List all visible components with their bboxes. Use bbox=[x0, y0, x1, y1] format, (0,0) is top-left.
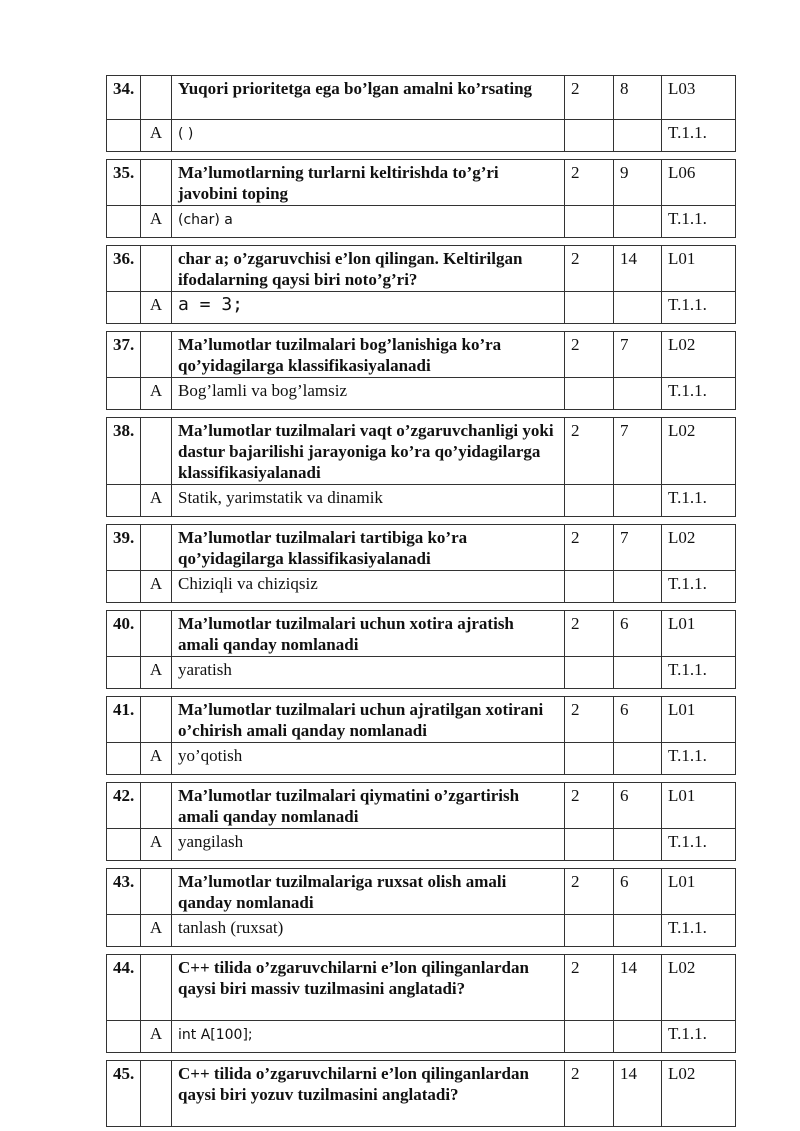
difficulty-value: 14 bbox=[614, 955, 662, 1021]
row-spacer-cell bbox=[107, 1053, 736, 1061]
answer-row bbox=[107, 120, 736, 152]
answer-variant-label: A bbox=[149, 746, 163, 765]
answer-variant bbox=[141, 120, 172, 152]
row-spacer-cell bbox=[107, 324, 736, 332]
question-text: Ma’lumotlar tuzilmalari qiymatini o’zgartirish amali qanday nomlanadi bbox=[172, 783, 565, 829]
answer-variant bbox=[141, 1021, 172, 1053]
question-code: L01 bbox=[662, 246, 736, 292]
answer-variant-label: A bbox=[149, 1024, 163, 1043]
question-row bbox=[107, 525, 736, 571]
answer-variant bbox=[141, 485, 172, 517]
question-text: Ma’lumotlar tuzilmalari uchun xotira ajratish amali qanday nomlanadi bbox=[172, 611, 565, 657]
question-row bbox=[107, 418, 736, 485]
question-text: char a; o’zgaruvchisi e’lon qilingan. Keltirilgan ifodalarning qaysi biri noto’g’ri? bbox=[172, 246, 565, 292]
question-row bbox=[107, 1061, 736, 1127]
question-code: L01 bbox=[662, 611, 736, 657]
row-spacer bbox=[107, 517, 736, 525]
answer-difficulty-empty bbox=[614, 1021, 662, 1053]
question-row bbox=[107, 332, 736, 378]
answer-code-label: T.1.1. bbox=[668, 918, 707, 937]
answer-code-label: T.1.1. bbox=[668, 381, 707, 400]
answer-text bbox=[172, 378, 565, 410]
question-code: L02 bbox=[662, 955, 736, 1021]
answer-difficulty-empty bbox=[614, 743, 662, 775]
question-row bbox=[107, 76, 736, 120]
variant-cell-empty bbox=[141, 525, 172, 571]
answer-difficulty-empty bbox=[614, 915, 662, 947]
answer-code-label: T.1.1. bbox=[668, 488, 707, 507]
answer-number-empty bbox=[107, 485, 141, 517]
difficulty-value: 6 bbox=[614, 611, 662, 657]
variant-cell-empty bbox=[141, 76, 172, 120]
question-number: 41. bbox=[107, 697, 141, 743]
answer-code-label: T.1.1. bbox=[668, 574, 707, 593]
question-code: L01 bbox=[662, 783, 736, 829]
answer-variant-label: A bbox=[149, 123, 163, 142]
answer-score-empty bbox=[565, 571, 614, 603]
answer-variant-label: A bbox=[149, 574, 163, 593]
score-value: 2 bbox=[565, 246, 614, 292]
difficulty-value: 8 bbox=[614, 76, 662, 120]
variant-cell-empty bbox=[141, 246, 172, 292]
answer-number-empty bbox=[107, 1021, 141, 1053]
score-value: 2 bbox=[565, 869, 614, 915]
answer-number-empty bbox=[107, 829, 141, 861]
answer-number-empty bbox=[107, 743, 141, 775]
row-spacer bbox=[107, 1053, 736, 1061]
answer-code-label: T.1.1. bbox=[668, 660, 707, 679]
question-code: L06 bbox=[662, 160, 736, 206]
answer-code bbox=[662, 485, 736, 517]
answer-text bbox=[172, 206, 565, 238]
answer-number-empty bbox=[107, 915, 141, 947]
question-number: 35. bbox=[107, 160, 141, 206]
answer-text-label: a = 3; bbox=[178, 294, 244, 315]
answer-variant bbox=[141, 829, 172, 861]
answer-row bbox=[107, 292, 736, 324]
question-number: 44. bbox=[107, 955, 141, 1021]
question-row bbox=[107, 955, 736, 1021]
answer-variant bbox=[141, 743, 172, 775]
question-number: 43. bbox=[107, 869, 141, 915]
row-spacer bbox=[107, 861, 736, 869]
question-row bbox=[107, 160, 736, 206]
score-value: 2 bbox=[565, 955, 614, 1021]
answer-text bbox=[172, 571, 565, 603]
answer-code bbox=[662, 571, 736, 603]
row-spacer bbox=[107, 775, 736, 783]
question-number: 37. bbox=[107, 332, 141, 378]
answer-variant-label: A bbox=[149, 295, 163, 314]
answer-number-empty bbox=[107, 657, 141, 689]
answer-code bbox=[662, 1021, 736, 1053]
answer-row bbox=[107, 571, 736, 603]
row-spacer-cell bbox=[107, 517, 736, 525]
answer-variant bbox=[141, 571, 172, 603]
score-value: 2 bbox=[565, 1061, 614, 1127]
row-spacer-cell bbox=[107, 947, 736, 955]
difficulty-value: 9 bbox=[614, 160, 662, 206]
answer-text-label: ( ) bbox=[178, 126, 194, 142]
row-spacer bbox=[107, 324, 736, 332]
answer-score-empty bbox=[565, 206, 614, 238]
answer-text-label: yangilash bbox=[178, 832, 244, 851]
answer-code bbox=[662, 206, 736, 238]
row-spacer-cell bbox=[107, 603, 736, 611]
questions-table-body bbox=[107, 76, 736, 1127]
answer-row bbox=[107, 1021, 736, 1053]
answer-text bbox=[172, 1021, 565, 1053]
answer-number-empty bbox=[107, 378, 141, 410]
variant-cell-empty bbox=[141, 1061, 172, 1127]
answer-code bbox=[662, 657, 736, 689]
question-text: Ma’lumotlar tuzilmalariga ruxsat olish amali qanday nomlanadi bbox=[172, 869, 565, 915]
question-number: 36. bbox=[107, 246, 141, 292]
row-spacer bbox=[107, 947, 736, 955]
question-text: Ma’lumotlarning turlarni keltirishda to’g’ri javobini toping bbox=[172, 160, 565, 206]
variant-cell-empty bbox=[141, 332, 172, 378]
row-spacer-cell bbox=[107, 775, 736, 783]
answer-variant-label: A bbox=[149, 209, 163, 228]
row-spacer-cell bbox=[107, 152, 736, 160]
difficulty-value: 7 bbox=[614, 525, 662, 571]
question-text: Ma’lumotlar tuzilmalari bog’lanishiga ko’ra qo’yidagilarga klassifikasiyalanadi bbox=[172, 332, 565, 378]
answer-text-label: yo’qotish bbox=[178, 746, 243, 765]
row-spacer bbox=[107, 238, 736, 246]
variant-cell-empty bbox=[141, 955, 172, 1021]
row-spacer-cell bbox=[107, 861, 736, 869]
answer-code bbox=[662, 915, 736, 947]
question-number: 39. bbox=[107, 525, 141, 571]
question-row bbox=[107, 611, 736, 657]
answer-code bbox=[662, 743, 736, 775]
question-code: L03 bbox=[662, 76, 736, 120]
answer-code-label: T.1.1. bbox=[668, 832, 707, 851]
row-spacer-cell bbox=[107, 410, 736, 418]
answer-text bbox=[172, 657, 565, 689]
row-spacer bbox=[107, 152, 736, 160]
variant-cell-empty bbox=[141, 418, 172, 485]
answer-text-label: (char) a bbox=[178, 212, 233, 228]
question-row bbox=[107, 869, 736, 915]
answer-code-label: T.1.1. bbox=[668, 746, 707, 765]
answer-row bbox=[107, 485, 736, 517]
answer-row bbox=[107, 378, 736, 410]
answer-variant-label: A bbox=[149, 832, 163, 851]
row-spacer bbox=[107, 689, 736, 697]
answer-variant-label: A bbox=[149, 488, 163, 507]
row-spacer bbox=[107, 410, 736, 418]
answer-number-empty bbox=[107, 120, 141, 152]
answer-difficulty-empty bbox=[614, 378, 662, 410]
question-text: Yuqori prioritetga ega bo’lgan amalni ko’rsating bbox=[172, 76, 565, 120]
answer-variant-label: A bbox=[149, 381, 163, 400]
answer-variant bbox=[141, 915, 172, 947]
answer-variant bbox=[141, 206, 172, 238]
answer-text bbox=[172, 120, 565, 152]
answer-code-label: T.1.1. bbox=[668, 295, 707, 314]
score-value: 2 bbox=[565, 332, 614, 378]
question-number: 40. bbox=[107, 611, 141, 657]
answer-variant bbox=[141, 378, 172, 410]
difficulty-value: 14 bbox=[614, 1061, 662, 1127]
answer-score-empty bbox=[565, 1021, 614, 1053]
answer-difficulty-empty bbox=[614, 292, 662, 324]
answer-text-label: int A[100]; bbox=[178, 1027, 253, 1043]
answer-row bbox=[107, 743, 736, 775]
answer-text bbox=[172, 485, 565, 517]
answer-difficulty-empty bbox=[614, 571, 662, 603]
question-code: L02 bbox=[662, 1061, 736, 1127]
answer-score-empty bbox=[565, 915, 614, 947]
answer-code bbox=[662, 829, 736, 861]
question-code: L02 bbox=[662, 418, 736, 485]
answer-score-empty bbox=[565, 378, 614, 410]
answer-score-empty bbox=[565, 120, 614, 152]
answer-text bbox=[172, 292, 565, 324]
variant-cell-empty bbox=[141, 611, 172, 657]
variant-cell-empty bbox=[141, 869, 172, 915]
answer-number-empty bbox=[107, 292, 141, 324]
score-value: 2 bbox=[565, 525, 614, 571]
variant-cell-empty bbox=[141, 160, 172, 206]
score-value: 2 bbox=[565, 418, 614, 485]
answer-text bbox=[172, 915, 565, 947]
answer-score-empty bbox=[565, 485, 614, 517]
answer-variant bbox=[141, 292, 172, 324]
question-number: 38. bbox=[107, 418, 141, 485]
question-row bbox=[107, 783, 736, 829]
answer-text-label: Bog’lamli va bog’lamsiz bbox=[178, 381, 348, 400]
answer-text-label: tanlash (ruxsat) bbox=[178, 918, 284, 937]
answer-code bbox=[662, 120, 736, 152]
answer-difficulty-empty bbox=[614, 485, 662, 517]
question-text: C++ tilida o’zgaruvchilarni e’lon qilinganlardan qaysi biri massiv tuzilmasini anglatadi? bbox=[172, 955, 565, 1021]
score-value: 2 bbox=[565, 76, 614, 120]
row-spacer-cell bbox=[107, 238, 736, 246]
answer-code bbox=[662, 292, 736, 324]
variant-cell-empty bbox=[141, 783, 172, 829]
answer-variant bbox=[141, 657, 172, 689]
answer-number-empty bbox=[107, 571, 141, 603]
answer-score-empty bbox=[565, 292, 614, 324]
variant-cell-empty bbox=[141, 697, 172, 743]
score-value: 2 bbox=[565, 783, 614, 829]
question-code: L02 bbox=[662, 332, 736, 378]
answer-code-label: T.1.1. bbox=[668, 209, 707, 228]
answer-text-label: Chiziqli va chiziqsiz bbox=[178, 574, 318, 593]
row-spacer-cell bbox=[107, 689, 736, 697]
answer-code-label: T.1.1. bbox=[668, 1024, 707, 1043]
question-code: L01 bbox=[662, 697, 736, 743]
difficulty-value: 7 bbox=[614, 418, 662, 485]
question-row bbox=[107, 697, 736, 743]
difficulty-value: 7 bbox=[614, 332, 662, 378]
question-text: Ma’lumotlar tuzilmalari tartibiga ko’ra qo’yidagilarga klassifikasiyalanadi bbox=[172, 525, 565, 571]
question-text: Ma’lumotlar tuzilmalari uchun ajratilgan xotirani o’chirish amali qanday nomlanadi bbox=[172, 697, 565, 743]
question-text: Ma’lumotlar tuzilmalari vaqt o’zgaruvchanligi yoki dastur bajarilishi jarayoniga ko’ra qo’yidagilarga klassifikasiyalanadi bbox=[172, 418, 565, 485]
answer-code-label: T.1.1. bbox=[668, 123, 707, 142]
answer-text bbox=[172, 829, 565, 861]
row-spacer bbox=[107, 603, 736, 611]
answer-row bbox=[107, 829, 736, 861]
difficulty-value: 14 bbox=[614, 246, 662, 292]
answer-code bbox=[662, 378, 736, 410]
answer-difficulty-empty bbox=[614, 657, 662, 689]
question-text: C++ tilida o’zgaruvchilarni e’lon qilinganlardan qaysi biri yozuv tuzilmasini anglatadi? bbox=[172, 1061, 565, 1127]
difficulty-value: 6 bbox=[614, 697, 662, 743]
answer-difficulty-empty bbox=[614, 206, 662, 238]
answer-score-empty bbox=[565, 743, 614, 775]
difficulty-value: 6 bbox=[614, 783, 662, 829]
answer-variant-label: A bbox=[149, 918, 163, 937]
answer-difficulty-empty bbox=[614, 829, 662, 861]
question-code: L01 bbox=[662, 869, 736, 915]
question-row bbox=[107, 246, 736, 292]
question-number: 34. bbox=[107, 76, 141, 120]
answer-text-label: Statik, yarimstatik va dinamik bbox=[178, 488, 383, 507]
difficulty-value: 6 bbox=[614, 869, 662, 915]
answer-text bbox=[172, 743, 565, 775]
answer-difficulty-empty bbox=[614, 120, 662, 152]
answer-text-label: yaratish bbox=[178, 660, 232, 679]
answer-row bbox=[107, 206, 736, 238]
question-number: 42. bbox=[107, 783, 141, 829]
questions-table bbox=[106, 75, 736, 1127]
answer-row bbox=[107, 915, 736, 947]
score-value: 2 bbox=[565, 160, 614, 206]
answer-score-empty bbox=[565, 657, 614, 689]
answer-row bbox=[107, 657, 736, 689]
score-value: 2 bbox=[565, 611, 614, 657]
question-code: L02 bbox=[662, 525, 736, 571]
score-value: 2 bbox=[565, 697, 614, 743]
question-number: 45. bbox=[107, 1061, 141, 1127]
answer-number-empty bbox=[107, 206, 141, 238]
answer-score-empty bbox=[565, 829, 614, 861]
answer-variant-label: A bbox=[149, 660, 163, 679]
